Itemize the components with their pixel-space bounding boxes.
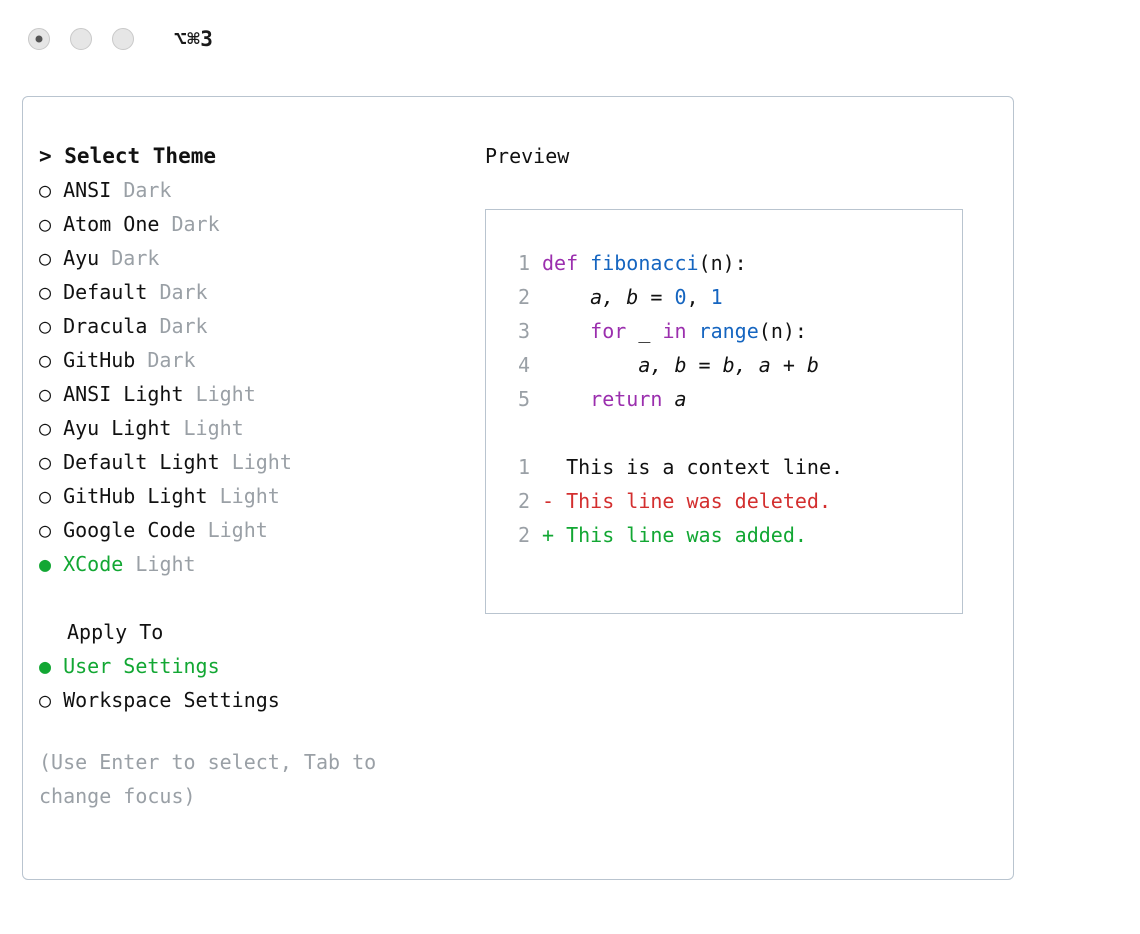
- radio-unselected-icon[interactable]: ○: [39, 212, 52, 236]
- code-token: fibonacci: [590, 251, 699, 275]
- theme-list-item[interactable]: [39, 377, 485, 411]
- code-token: for: [590, 319, 639, 343]
- code-token: return: [590, 387, 675, 411]
- diff-line-number: 2: [517, 523, 530, 547]
- radio-unselected-icon[interactable]: ○: [39, 688, 52, 712]
- apply-to-item-label: User Settings: [63, 654, 220, 678]
- code-line: [508, 314, 962, 348]
- code-line: [508, 348, 962, 382]
- code-token: a: [674, 387, 687, 411]
- theme-list-item[interactable]: [39, 445, 485, 479]
- theme-list-item[interactable]: [39, 547, 485, 581]
- theme-item-label: Default: [63, 280, 148, 304]
- code-line-number: 1: [517, 251, 530, 275]
- radio-unselected-icon[interactable]: ○: [39, 484, 52, 508]
- code-line: [508, 246, 962, 280]
- code-token: def: [542, 251, 591, 275]
- code-sample: [508, 246, 962, 416]
- code-token: (n):: [698, 251, 747, 275]
- theme-item-label: Default Light: [63, 450, 220, 474]
- code-line-number: 5: [517, 387, 530, 411]
- theme-item-label: ANSI: [63, 178, 112, 202]
- theme-selection-column: [23, 139, 485, 813]
- radio-unselected-icon[interactable]: ○: [39, 280, 52, 304]
- radio-unselected-icon[interactable]: ○: [39, 416, 52, 440]
- code-token: 0: [674, 285, 687, 309]
- theme-item-label: Ayu: [63, 246, 100, 270]
- theme-item-variant: Dark: [159, 280, 208, 304]
- code-line: [508, 280, 962, 314]
- theme-item-label: GitHub: [63, 348, 136, 372]
- diff-line-number: 1: [517, 455, 530, 479]
- radio-unselected-icon[interactable]: ○: [39, 246, 52, 270]
- diff-line: [508, 450, 962, 484]
- theme-item-variant: Light: [219, 484, 280, 508]
- code-token: in: [662, 319, 699, 343]
- radio-selected-icon[interactable]: ●: [39, 654, 52, 678]
- radio-unselected-icon[interactable]: ○: [39, 178, 52, 202]
- apply-to-item-label: Workspace Settings: [63, 688, 280, 712]
- preview-column: [485, 139, 1013, 813]
- theme-item-label: Google Code: [63, 518, 196, 542]
- keyboard-hint: (Use Enter to select, Tab to change focus): [39, 750, 389, 808]
- diff-text: This line was added.: [554, 523, 807, 547]
- theme-list-item[interactable]: [39, 173, 485, 207]
- theme-item-variant: Light: [207, 518, 268, 542]
- diff-line-number: 2: [517, 489, 530, 513]
- theme-item-label: GitHub Light: [63, 484, 208, 508]
- code-line-number: 4: [517, 353, 530, 377]
- apply-to-list[interactable]: [39, 649, 485, 717]
- apply-to-item[interactable]: [39, 683, 485, 717]
- theme-item-label: XCode: [63, 552, 124, 576]
- code-token: (n):: [758, 319, 807, 343]
- diff-marker: [542, 455, 554, 479]
- diff-text: This line was deleted.: [554, 489, 831, 513]
- theme-item-variant: Light: [183, 416, 244, 440]
- apply-to-heading: Apply To: [67, 620, 164, 644]
- diff-marker: +: [542, 523, 555, 547]
- theme-list-item[interactable]: [39, 275, 485, 309]
- code-token: [542, 387, 590, 411]
- radio-unselected-icon[interactable]: ○: [39, 450, 52, 474]
- code-token: a, b =: [542, 285, 675, 309]
- theme-list[interactable]: [39, 173, 485, 581]
- radio-unselected-icon[interactable]: ○: [39, 314, 52, 338]
- code-spacer: [508, 416, 962, 450]
- diff-text: This is a context line.: [554, 455, 844, 479]
- window-close-button[interactable]: [28, 28, 50, 50]
- theme-item-variant: Light: [195, 382, 256, 406]
- diff-marker: -: [542, 489, 555, 513]
- code-token: range: [698, 319, 759, 343]
- theme-item-variant: Dark: [147, 348, 196, 372]
- radio-unselected-icon[interactable]: ○: [39, 382, 52, 406]
- apply-to-item[interactable]: [39, 649, 485, 683]
- code-token: [542, 319, 590, 343]
- code-line-number: 2: [517, 285, 530, 309]
- preview-box: [485, 209, 963, 614]
- theme-item-variant: Dark: [171, 212, 220, 236]
- radio-unselected-icon[interactable]: ○: [39, 348, 52, 372]
- theme-item-label: Atom One: [63, 212, 160, 236]
- theme-list-item[interactable]: [39, 479, 485, 513]
- select-theme-heading: > Select Theme: [39, 144, 217, 168]
- terminal-panel: [22, 96, 1014, 880]
- theme-list-item[interactable]: [39, 411, 485, 445]
- theme-list-item[interactable]: [39, 309, 485, 343]
- code-line-number: 3: [517, 319, 530, 343]
- preview-title: Preview: [485, 144, 570, 168]
- code-token: 1: [710, 285, 723, 309]
- code-token: ,: [686, 285, 711, 309]
- radio-selected-icon[interactable]: ●: [39, 552, 52, 576]
- theme-item-variant: Light: [135, 552, 196, 576]
- title-bar: [0, 0, 1140, 78]
- theme-item-label: Dracula: [63, 314, 148, 338]
- code-line: [508, 382, 962, 416]
- radio-unselected-icon[interactable]: ○: [39, 518, 52, 542]
- theme-list-item[interactable]: [39, 241, 485, 275]
- window-shortcut-label: ⌥⌘3: [174, 27, 214, 51]
- theme-item-label: Ayu Light: [63, 416, 172, 440]
- theme-item-variant: Dark: [111, 246, 160, 270]
- window-maximize-button[interactable]: [112, 28, 134, 50]
- theme-item-label: ANSI Light: [63, 382, 184, 406]
- theme-list-item[interactable]: [39, 343, 485, 377]
- theme-item-variant: Dark: [159, 314, 208, 338]
- theme-list-item[interactable]: [39, 207, 485, 241]
- diff-line: [508, 484, 962, 518]
- window-minimize-button[interactable]: [70, 28, 92, 50]
- diff-sample: [508, 450, 962, 552]
- theme-item-variant: Light: [231, 450, 292, 474]
- code-token: a, b = b, a + b: [542, 353, 819, 377]
- code-token: _: [638, 319, 663, 343]
- theme-list-item[interactable]: [39, 513, 485, 547]
- diff-line: [508, 518, 962, 552]
- theme-item-variant: Dark: [123, 178, 172, 202]
